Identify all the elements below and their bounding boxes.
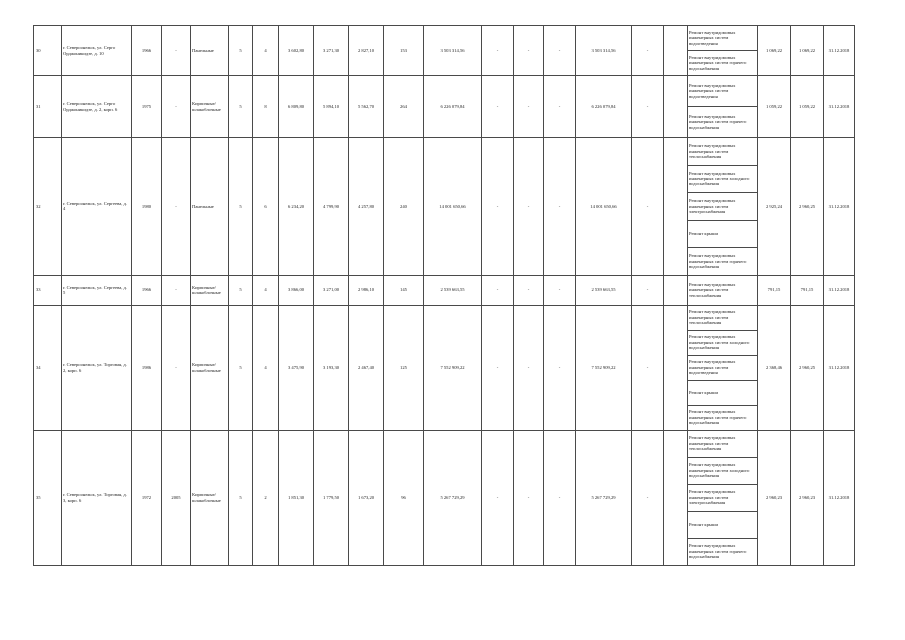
living-area-cell: 2 827,10 xyxy=(349,26,384,76)
total-cost-cell: 2 539 663,55 xyxy=(424,275,482,305)
residents-cell: 145 xyxy=(384,275,424,305)
other-cost-cell: - xyxy=(632,26,664,76)
residential-area-cell: 1 779,50 xyxy=(314,430,349,565)
floors-cell: 5 xyxy=(229,26,253,76)
total-cost-cell: 5 267 729,29 xyxy=(424,430,482,565)
unit-cost-cell: 1 069,22 xyxy=(758,26,791,76)
work-type-cell: Ремонт внутридомовых инженерных систем горячего водоснабжения xyxy=(688,405,758,430)
entrances-cell: 4 xyxy=(253,26,279,76)
other-cost-cell: - xyxy=(632,76,664,138)
residential-area-cell: 3 271,00 xyxy=(314,275,349,305)
regional-cost-cell: - xyxy=(514,138,544,276)
owners-cost-cell: 14 001 650,66 xyxy=(576,138,632,276)
living-area-cell: 5 562,70 xyxy=(349,76,384,138)
owners-cost-cell: 2 539 663,55 xyxy=(576,275,632,305)
work-type-cell: Ремонт внутридомовых инженерных систем горячего водоснабжения xyxy=(688,248,758,276)
table-row xyxy=(34,76,855,107)
table-row xyxy=(34,275,855,305)
spacer-cell xyxy=(664,275,688,305)
year-built-cell: 1986 xyxy=(132,305,162,430)
entrances-cell: 4 xyxy=(253,305,279,430)
work-type-cell: Ремонт крыши xyxy=(688,220,758,248)
municipal-cost-cell: - xyxy=(544,430,576,565)
fund-cost-cell: - xyxy=(482,26,514,76)
year-renovated-cell: - xyxy=(162,138,191,276)
unit-cost-cell: 791,15 xyxy=(758,275,791,305)
entrances-cell: 6 xyxy=(253,138,279,276)
address-cell: г. Североонежск, ул. Торговая, д. 3, корп. 6 xyxy=(62,430,132,565)
max-unit-cost-cell: 2 960,23 xyxy=(791,430,824,565)
spacer-cell xyxy=(664,138,688,276)
fund-cost-cell: - xyxy=(482,76,514,138)
work-type-cell: Ремонт крыши xyxy=(688,511,758,538)
address-cell: г. Североонежск, ул. Серго Орджоникидзе, д. 2, корп. 6 xyxy=(62,76,132,138)
total-area-cell: 1 851,30 xyxy=(279,430,314,565)
total-area-cell: 6 809,80 xyxy=(279,76,314,138)
work-type-cell: Ремонт внутридомовых инженерных систем электроснабжения xyxy=(688,484,758,511)
max-unit-cost-cell: 1 069,22 xyxy=(791,26,824,76)
work-type-cell: Ремонт крыши xyxy=(688,380,758,405)
owners-cost-cell: 3 503 314,56 xyxy=(576,26,632,76)
table-row xyxy=(34,26,855,51)
wall-material-cell: Панельные xyxy=(191,26,229,76)
total-cost-cell: 6 226 079,84 xyxy=(424,76,482,138)
address-cell: г. Североонежск, ул. Сергеева, д. 5 xyxy=(62,275,132,305)
fund-cost-cell: - xyxy=(482,305,514,430)
address-cell: г. Североонежск, ул. Серго Орджоникидзе, д. 10 xyxy=(62,26,132,76)
living-area-cell: 2 986,10 xyxy=(349,275,384,305)
wall-material-cell: Панельные xyxy=(191,138,229,276)
total-area-cell: 3 602,80 xyxy=(279,26,314,76)
work-type-cell: Ремонт внутридомовых инженерных систем горячего водоснабжения xyxy=(688,538,758,565)
regional-cost-cell: - xyxy=(514,76,544,138)
total-area-cell: 6 234,20 xyxy=(279,138,314,276)
spacer-cell xyxy=(664,26,688,76)
work-type-cell: Ремонт внутридомовых инженерных систем водоотведения xyxy=(688,76,758,107)
floors-cell: 5 xyxy=(229,138,253,276)
deadline-cell: 31.12.2018 xyxy=(824,275,855,305)
max-unit-cost-cell: 2 960,25 xyxy=(791,138,824,276)
living-area-cell: 1 673,20 xyxy=(349,430,384,565)
address-cell: г. Североонежск, ул. Сергеева, д. 4 xyxy=(62,138,132,276)
deadline-cell: 31.12.2018 xyxy=(824,138,855,276)
work-type-cell: Ремонт внутридомовых инженерных систем горячего водоснабжения xyxy=(688,51,758,76)
total-cost-cell: 7 552 909,22 xyxy=(424,305,482,430)
max-unit-cost-cell: 1 059,22 xyxy=(791,76,824,138)
year-renovated-cell: - xyxy=(162,305,191,430)
year-built-cell: 1975 xyxy=(132,76,162,138)
entrances-cell: 4 xyxy=(253,275,279,305)
year-renovated-cell: - xyxy=(162,275,191,305)
wall-material-cell: Кирпичные/шлакоблочные xyxy=(191,430,229,565)
table-row xyxy=(34,430,855,457)
unit-cost-cell: 1 059,22 xyxy=(758,76,791,138)
other-cost-cell: - xyxy=(632,275,664,305)
entrances-cell: 8 xyxy=(253,76,279,138)
floors-cell: 5 xyxy=(229,430,253,565)
other-cost-cell: - xyxy=(632,430,664,565)
unit-cost-cell: 2 925,24 xyxy=(758,138,791,276)
regional-cost-cell: - xyxy=(514,275,544,305)
table-row xyxy=(34,305,855,330)
fund-cost-cell: - xyxy=(482,430,514,565)
floors-cell: 5 xyxy=(229,275,253,305)
municipal-cost-cell: - xyxy=(544,76,576,138)
work-type-cell: Ремонт внутридомовых инженерных систем горячего водоснабжения xyxy=(688,107,758,138)
row-number: 33 xyxy=(34,275,62,305)
work-type-cell: Ремонт внутридомовых инженерных систем холодного водоснабжения xyxy=(688,330,758,355)
work-type-cell: Ремонт внутридомовых инженерных систем теплоснабжения xyxy=(688,138,758,166)
work-type-cell: Ремонт внутридомовых инженерных систем теплоснабжения xyxy=(688,305,758,330)
row-number: 35 xyxy=(34,430,62,565)
residential-area-cell: 4 799,90 xyxy=(314,138,349,276)
municipal-cost-cell: - xyxy=(544,138,576,276)
owners-cost-cell: 5 267 729,29 xyxy=(576,430,632,565)
total-cost-cell: 3 503 314,56 xyxy=(424,26,482,76)
year-built-cell: 1966 xyxy=(132,26,162,76)
residents-cell: 96 xyxy=(384,430,424,565)
residents-cell: 240 xyxy=(384,138,424,276)
deadline-cell: 31.12.2018 xyxy=(824,26,855,76)
residential-area-cell: 5 894,10 xyxy=(314,76,349,138)
residential-area-cell: 3 271,30 xyxy=(314,26,349,76)
entrances-cell: 2 xyxy=(253,430,279,565)
work-type-cell: Ремонт внутридомовых инженерных систем холодного водоснабжения xyxy=(688,457,758,484)
work-type-cell: Ремонт внутридомовых инженерных систем холодного водоснабжения xyxy=(688,165,758,193)
wall-material-cell: Кирпичные/шлакоблочные xyxy=(191,305,229,430)
spacer-cell xyxy=(664,76,688,138)
municipal-cost-cell: - xyxy=(544,305,576,430)
row-number: 34 xyxy=(34,305,62,430)
unit-cost-cell: 2 368,46 xyxy=(758,305,791,430)
residential-area-cell: 3 193,30 xyxy=(314,305,349,430)
max-unit-cost-cell: 791,15 xyxy=(791,275,824,305)
work-type-cell: Ремонт внутридомовых инженерных систем водоотведения xyxy=(688,26,758,51)
wall-material-cell: Кирпичные/шлакоблочные xyxy=(191,76,229,138)
other-cost-cell: - xyxy=(632,305,664,430)
year-built-cell: 1972 xyxy=(132,430,162,565)
deadline-cell: 31.12.2018 xyxy=(824,76,855,138)
work-type-cell: Ремонт внутридомовых инженерных систем электроснабжения xyxy=(688,193,758,221)
address-cell: г. Североонежск, ул. Торговая, д. 2, корп. 6 xyxy=(62,305,132,430)
deadline-cell: 31.12.2018 xyxy=(824,430,855,565)
floors-cell: 5 xyxy=(229,76,253,138)
work-type-cell: Ремонт внутридомовых инженерных систем водоотведения xyxy=(688,355,758,380)
deadline-cell: 31.12.2018 xyxy=(824,305,855,430)
spacer-cell xyxy=(664,305,688,430)
regional-cost-cell: - xyxy=(514,305,544,430)
spacer-cell xyxy=(664,430,688,565)
fund-cost-cell: - xyxy=(482,275,514,305)
residents-cell: 153 xyxy=(384,26,424,76)
year-built-cell: 1980 xyxy=(132,138,162,276)
owners-cost-cell: 7 552 909,22 xyxy=(576,305,632,430)
residents-cell: 125 xyxy=(384,305,424,430)
living-area-cell: 2 467,40 xyxy=(349,305,384,430)
residents-cell: 264 xyxy=(384,76,424,138)
floors-cell: 5 xyxy=(229,305,253,430)
unit-cost-cell: 2 960,23 xyxy=(758,430,791,565)
year-renovated-cell: - xyxy=(162,76,191,138)
municipal-cost-cell: - xyxy=(544,275,576,305)
work-type-cell: Ремонт внутридомовых инженерных систем теплоснабжения xyxy=(688,275,758,305)
max-unit-cost-cell: 2 960,25 xyxy=(791,305,824,430)
fund-cost-cell: - xyxy=(482,138,514,276)
housing-repair-table xyxy=(33,25,855,566)
regional-cost-cell: - xyxy=(514,430,544,565)
table-row xyxy=(34,138,855,166)
living-area-cell: 4 257,80 xyxy=(349,138,384,276)
row-number: 31 xyxy=(34,76,62,138)
total-cost-cell: 14 001 650,66 xyxy=(424,138,482,276)
owners-cost-cell: 6 226 079,84 xyxy=(576,76,632,138)
row-number: 30 xyxy=(34,26,62,76)
wall-material-cell: Кирпичные/шлакоблочные xyxy=(191,275,229,305)
total-area-cell: 3 475,90 xyxy=(279,305,314,430)
other-cost-cell: - xyxy=(632,138,664,276)
year-built-cell: 1966 xyxy=(132,275,162,305)
row-number: 32 xyxy=(34,138,62,276)
year-renovated-cell: - xyxy=(162,26,191,76)
total-area-cell: 3 866,00 xyxy=(279,275,314,305)
regional-cost-cell: - xyxy=(514,26,544,76)
municipal-cost-cell: - xyxy=(544,26,576,76)
year-renovated-cell: 2005 xyxy=(162,430,191,565)
work-type-cell: Ремонт внутридомовых инженерных систем теплоснабжения xyxy=(688,430,758,457)
